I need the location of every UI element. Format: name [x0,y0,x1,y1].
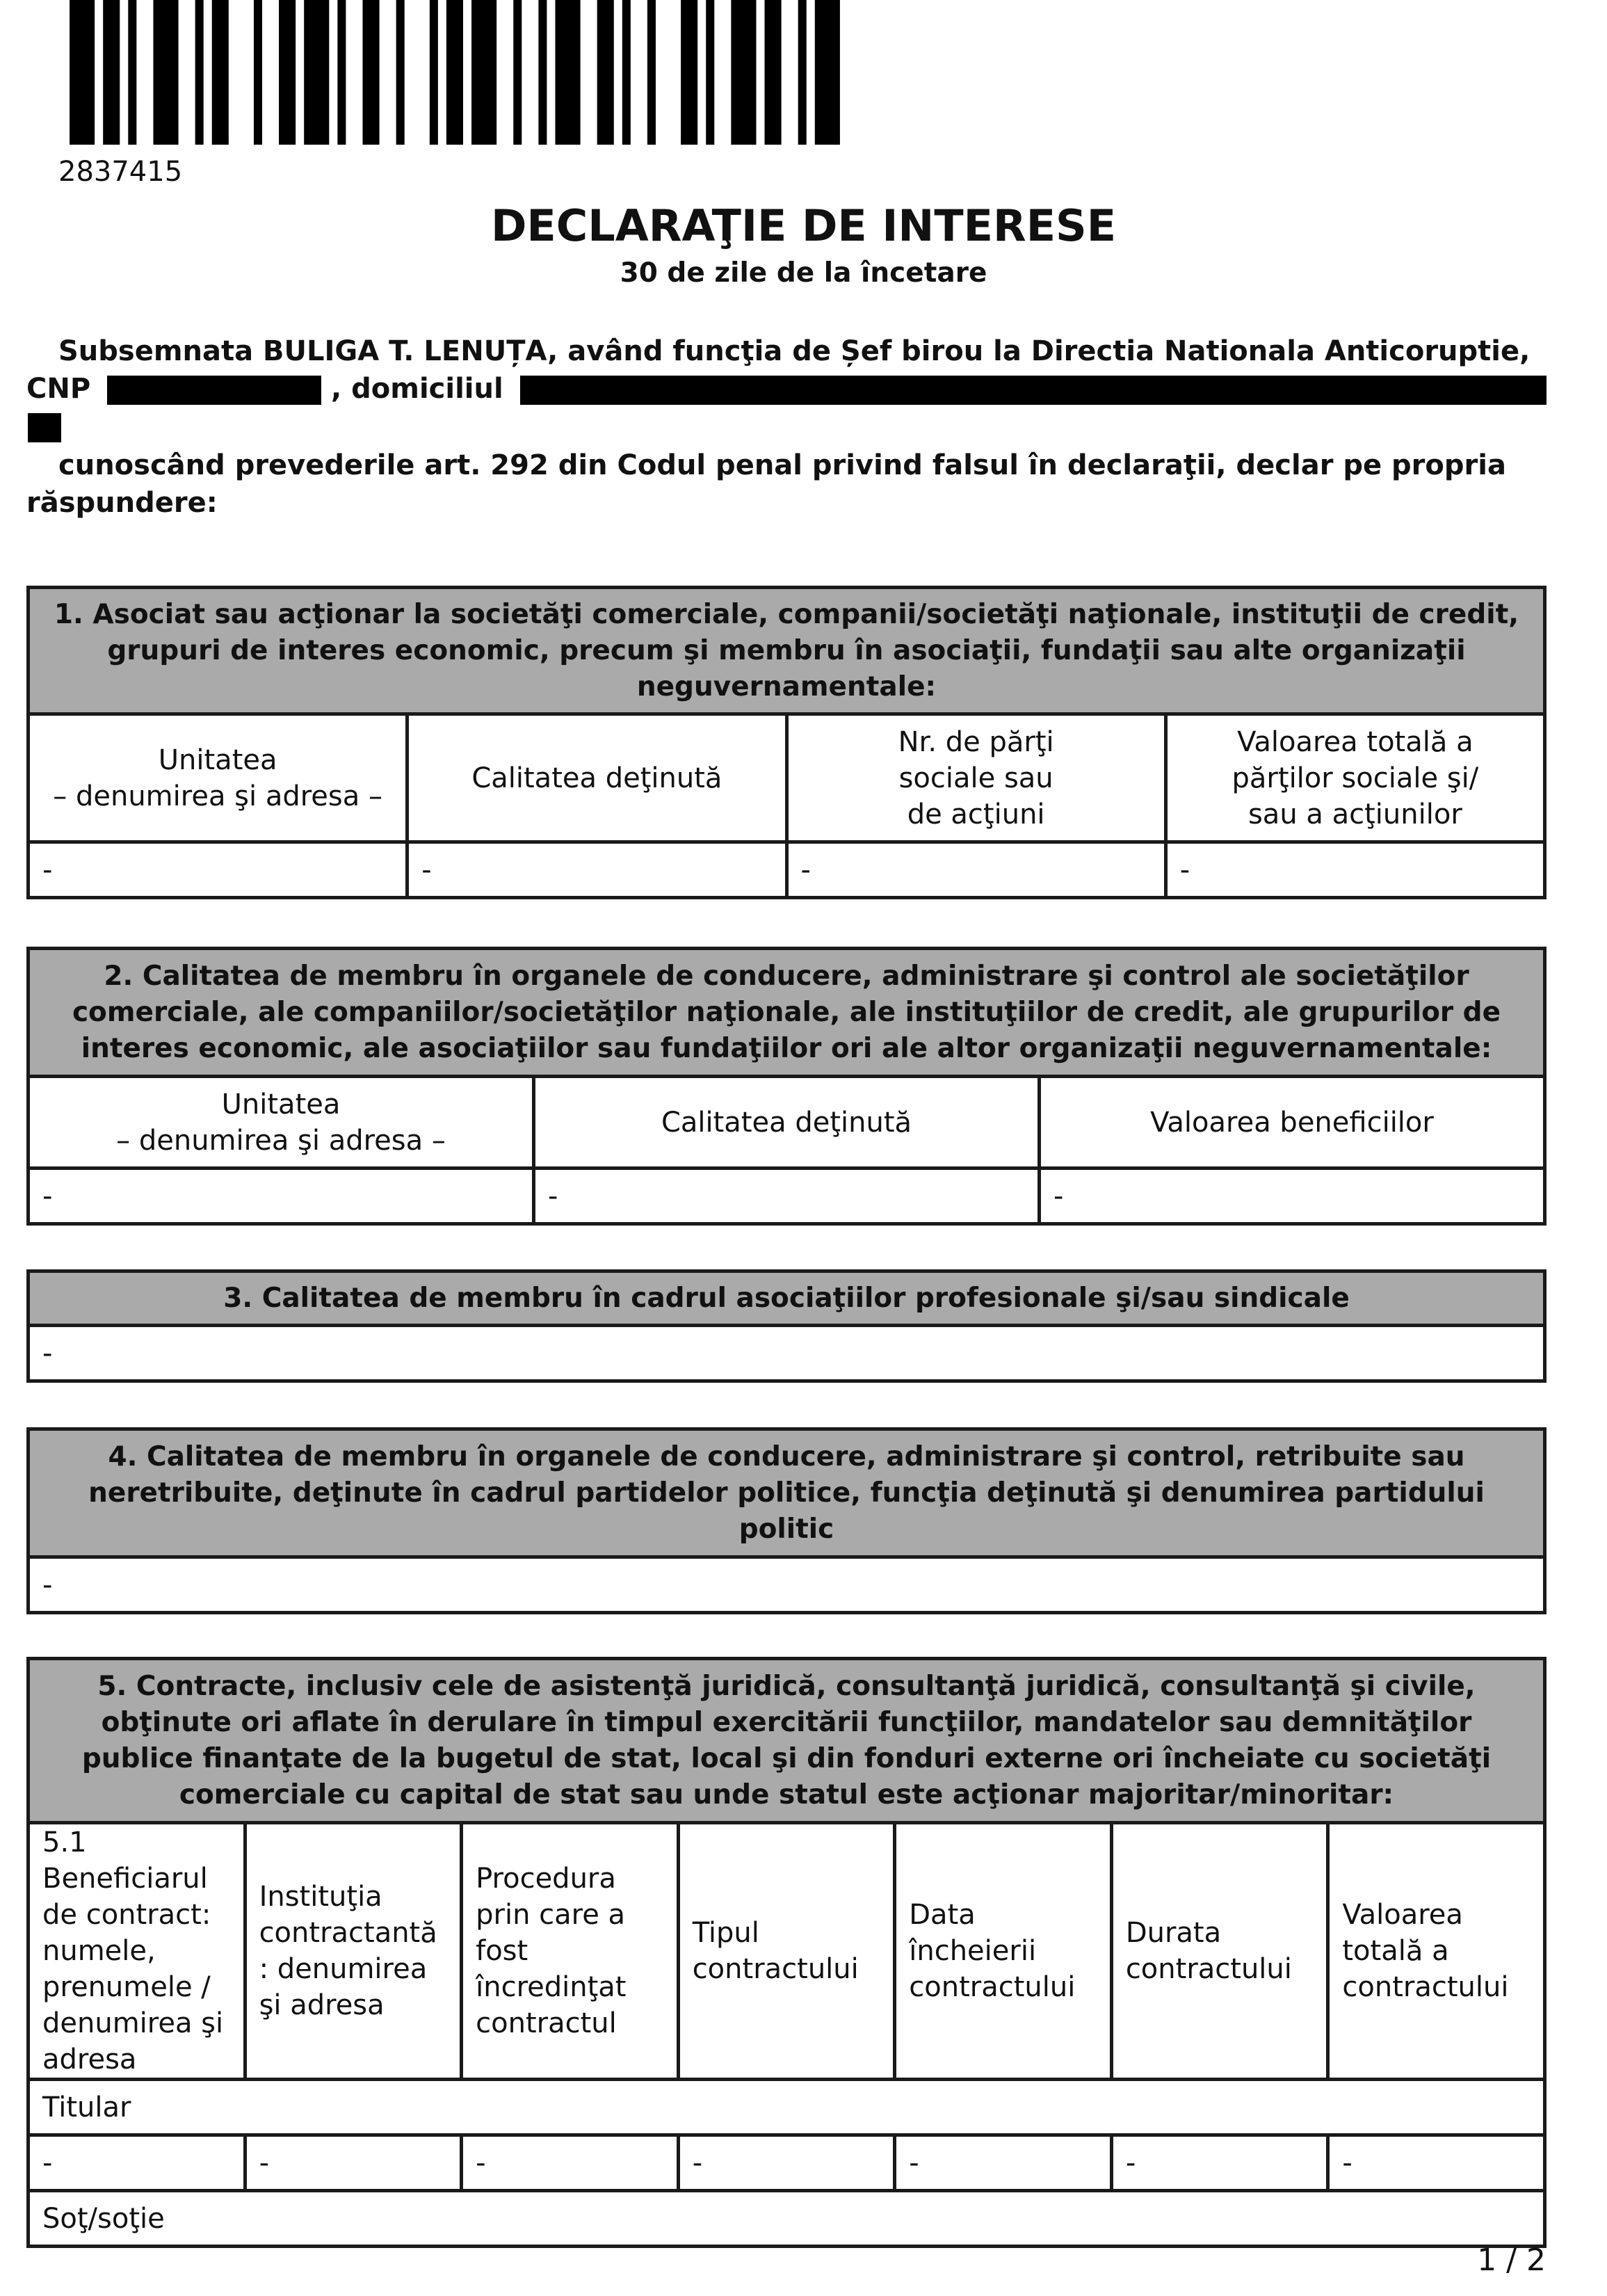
barcode-bar [304,0,329,145]
table-cell: - [29,1557,1545,1613]
column-header: 5.1 Beneficiarul de contract: numele, prenumele / denumirea şi adresa [29,1823,245,2080]
column-header: Procedura prin care a fost încredinţat contractul [462,1823,679,2080]
column-header: Calitatea deţinută [534,1077,1040,1169]
declaration-line-3: cunoscând prevederile art. 292 din Codul penal privind falsul în declaraţii, declar pe propria [58,449,1506,481]
table-cell: - [29,1326,1545,1381]
section-2-title: 2. Calitatea de membru în organele de conducere, administrare şi control ale societăţilor comerciale, ale companiilor/societăţilor naţionale, ale instituţiilor de credit, ale grupurilor de interes economic, ale asociaţiilor sau fundaţiilor ori ale altor organizaţii neguvernamentale: [29,949,1545,1077]
column-header: Data încheierii contractului [895,1823,1112,2080]
column-header: Durata contractului [1111,1823,1328,2080]
barcode-bar [212,0,229,145]
barcode-bar [513,0,522,145]
table-cell: - [29,2135,245,2191]
cnp-redaction [107,376,321,405]
section-5-table [26,1657,1547,2248]
section-3-title: 3. Calitatea de membru în cadrul asociaţiilor profesionale şi/sau sindicale [29,1271,1545,1326]
declaration-line-2 [26,370,1556,408]
barcode-bar [681,0,697,145]
barcode-bar [597,0,614,145]
column-header: Unitatea – denumirea şi adresa – [29,714,407,842]
section-2-table [26,947,1547,1226]
barcode-bar [471,0,496,145]
declaration-line-4: răspundere: [26,487,218,519]
barcode-bar [396,0,405,145]
barcode [70,0,857,145]
table-cell: - [1328,2135,1545,2191]
column-header: Valoarea beneficiilor [1040,1077,1545,1169]
table-cell: - [534,1169,1040,1224]
section-5-title: 5. Contracte, inclusiv cele de asistenţă juridică, consultanţă juridică, consultanţă şi civile, obţinute ori aflate în derulare în timpul exercitării funcţiilor, mandatelor sau demnităţilor publice finanţate de la bugetul de stat, local şi din fonduri externe ori încheiate cu societăţi comerciale cu capital de stat sau unde statul este acţionar majoritar/minoritar: [29,1659,1545,1823]
table-cell: - [407,842,786,898]
barcode-bar [538,0,547,145]
column-header: Nr. de părţi sociale sau de acţiuni [786,714,1165,842]
barcode-bar [70,0,95,145]
barcode-bar [153,0,178,145]
table-cell: - [1165,842,1544,898]
barcode-bar [647,0,656,145]
table-cell: - [29,842,407,898]
barcode-bar [128,0,136,145]
domiciliu-label: , domiciliul [331,373,503,405]
declaration-line-1: Subsemnata BULIGA T. LENUȚA, având funcţia de Șef birou la Directia Nationala Anticoruptie, [58,335,1531,367]
barcode-bar [622,0,631,145]
table-cell: - [29,1169,534,1224]
barcode-bar [798,0,807,145]
column-header: Valoarea totală a contractului [1328,1823,1545,2080]
table-cell: - [245,2135,462,2191]
address-redaction [520,376,1547,405]
barcode-bar [815,0,840,145]
barcode-number: 2837415 [58,156,183,188]
column-header: Instituţia contractantă : denumirea şi adresa [245,1823,462,2080]
table-cell: - [462,2135,679,2191]
barcode-bar [446,0,463,145]
barcode-bar [430,0,438,145]
address-redaction-continued [28,413,61,442]
table-cell: - [1111,2135,1328,2191]
barcode-bar [731,0,756,145]
table-cell: - [786,842,1165,898]
cnp-label: CNP [26,373,91,405]
barcode-bar [279,0,296,145]
page-number: 1 / 2 [1477,2242,1546,2278]
column-header: Valoarea totală a părţilor sociale şi/ sau a acţiunilor [1165,714,1544,842]
titular-label: Titular [29,2080,1545,2135]
barcode-bar [706,0,714,145]
table-cell: - [1040,1169,1545,1224]
barcode-bar [254,0,262,145]
document-title: DECLARAŢIE DE INTERESE [490,200,1117,251]
spouse-label: Soţ/soţie [29,2191,1545,2247]
column-header: Tipul contractului [678,1823,895,2080]
barcode-bar [765,0,782,145]
column-header: Calitatea deţinută [407,714,786,842]
table-cell: - [678,2135,895,2191]
barcode-bar [362,0,379,145]
section-3-table [26,1269,1547,1383]
section-4-table [26,1427,1547,1614]
barcode-bar [103,0,120,145]
document-subtitle: 30 de zile de la încetare [620,257,987,289]
table-cell: - [895,2135,1112,2191]
column-header: Unitatea – denumirea şi adresa – [29,1077,534,1169]
section-1-title: 1. Asociat sau acţionar la societăţi comerciale, companii/societăţi naţionale, instituţii de credit, grupuri de interes economic, precum şi membru în asociaţii, fundaţii sau alte organizaţii neguvernamentale: [29,588,1545,714]
barcode-bar [337,0,346,145]
section-4-title: 4. Calitatea de membru în organele de conducere, administrare şi control, retribuite sau neretribuite, deţinute în cadrul partidelor politice, funcţia deţinută şi denumirea partidului politic [29,1429,1545,1557]
barcode-bar [555,0,580,145]
section-1-table [26,586,1547,899]
barcode-bar [195,0,204,145]
